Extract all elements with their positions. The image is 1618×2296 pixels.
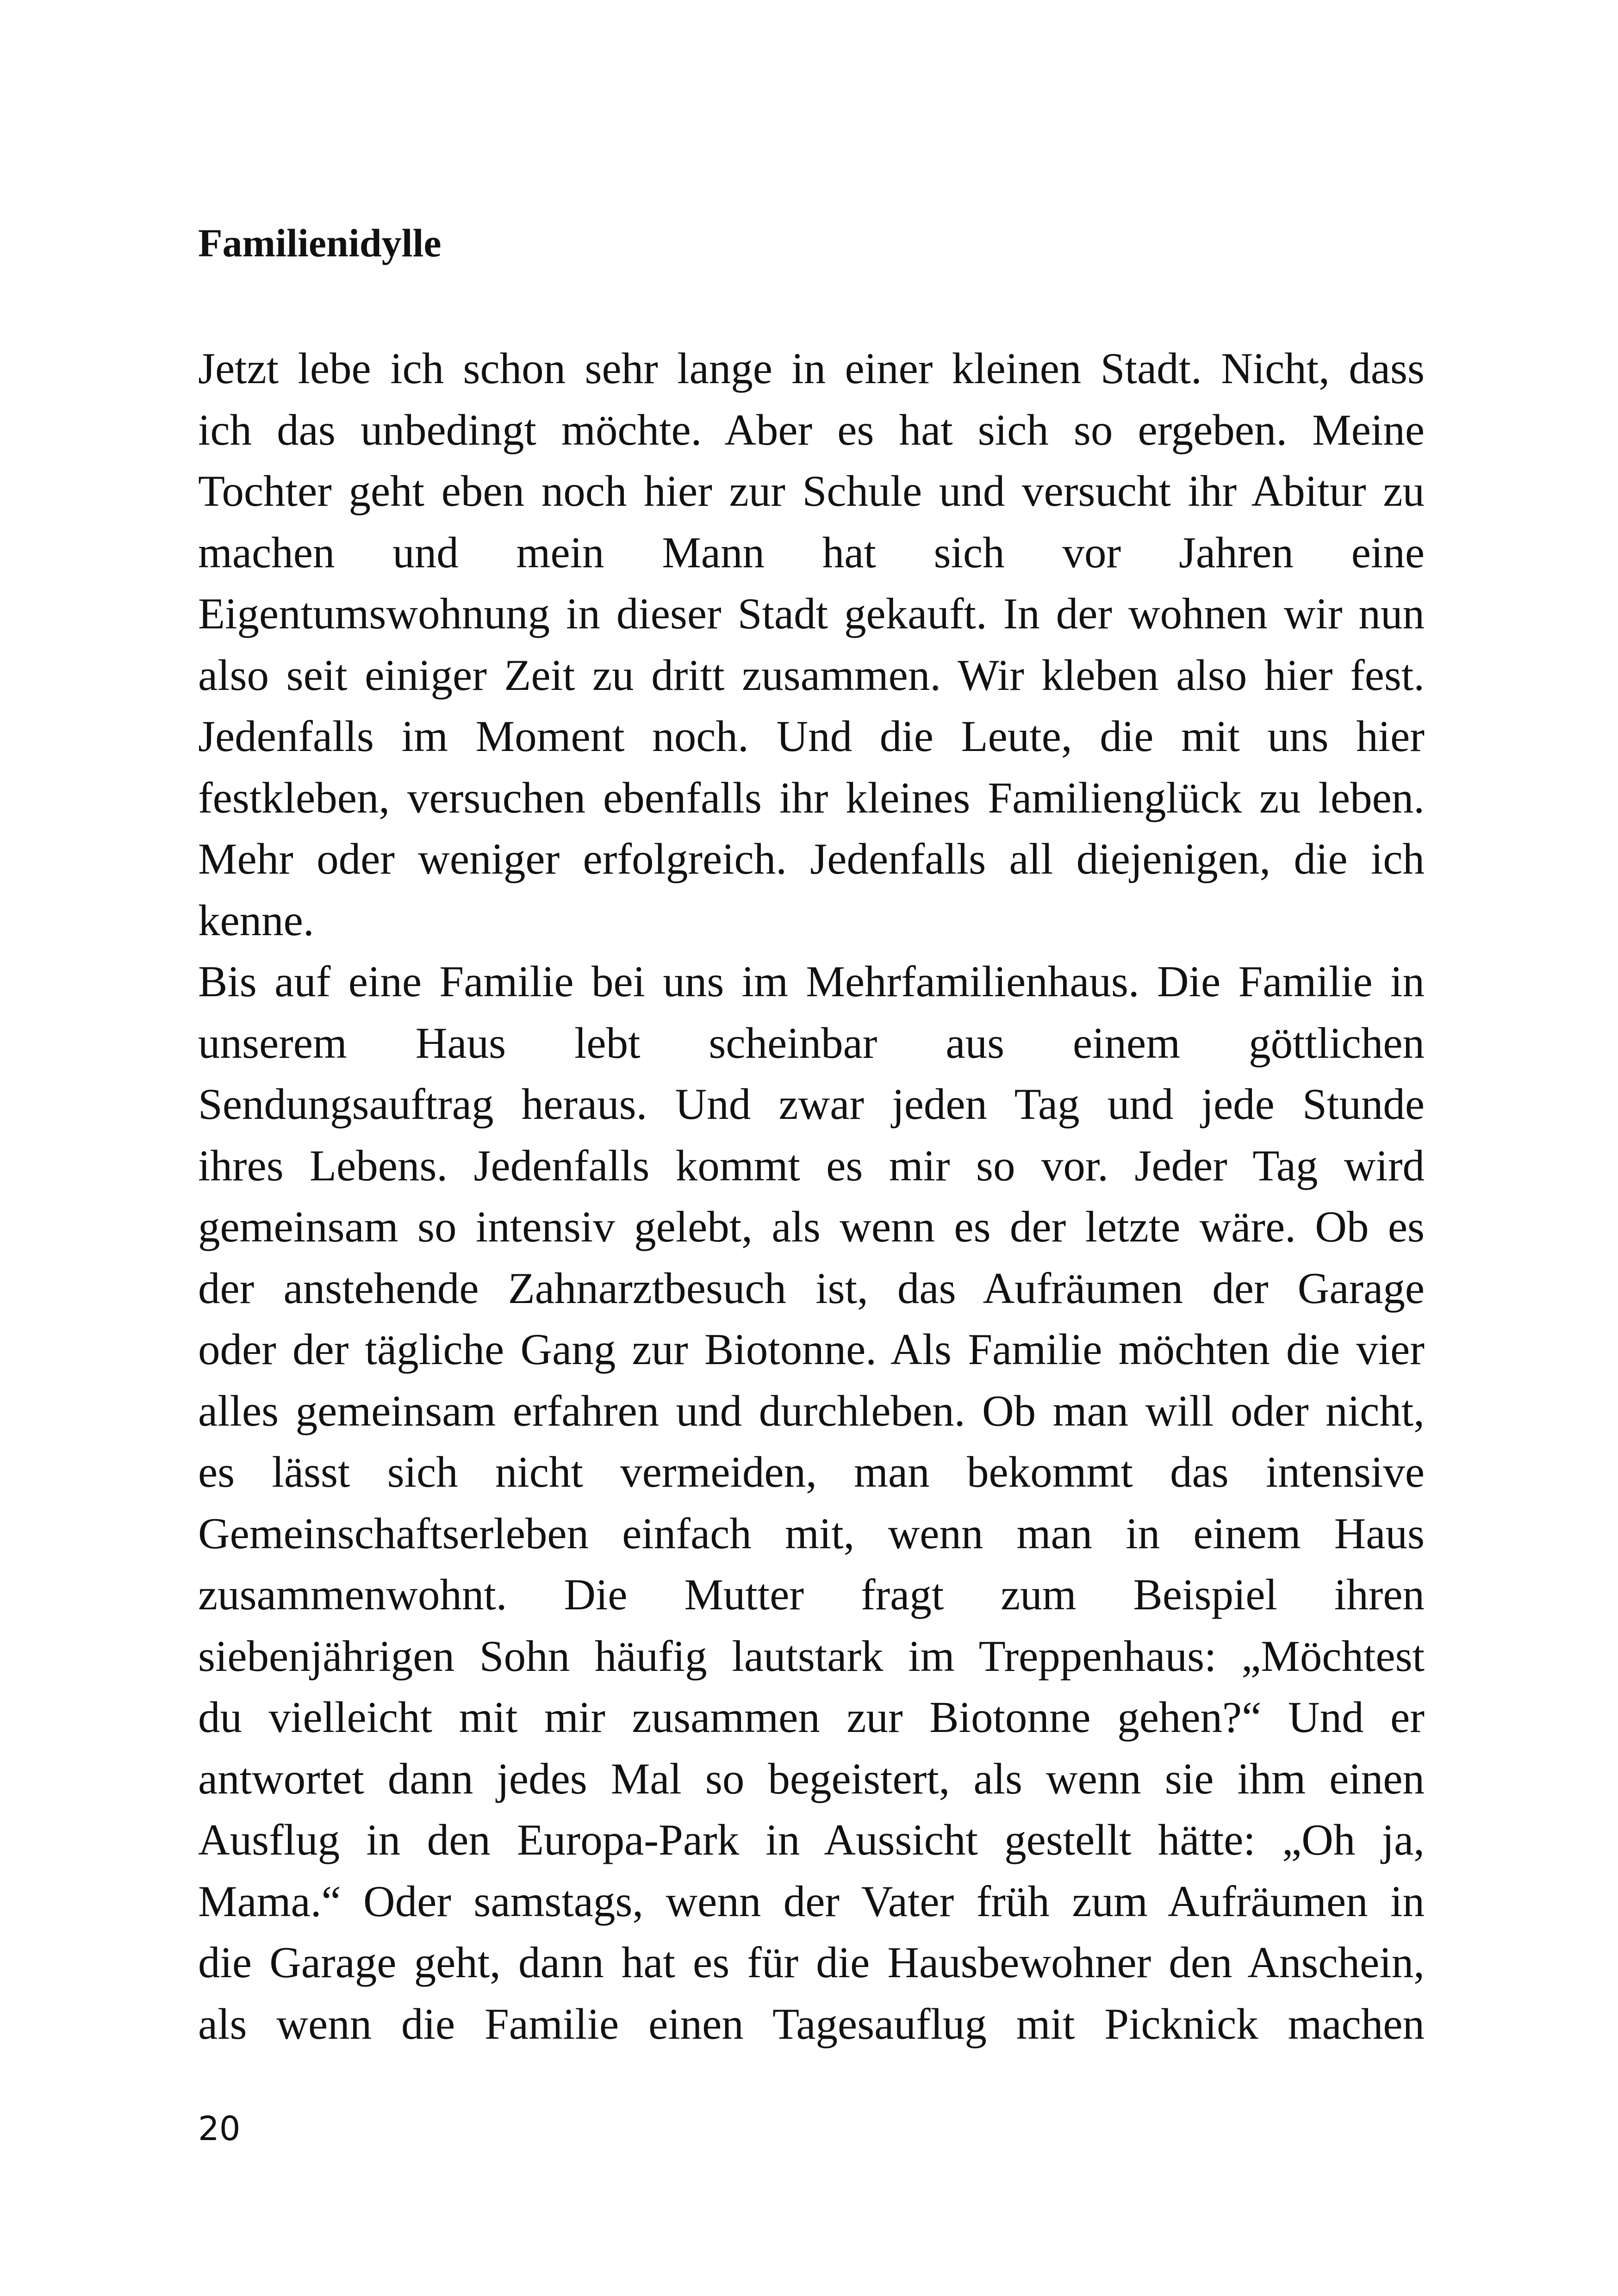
text-line: Gemeinschaftserleben einfach mit, wenn man in einem Haus <box>198 1508 1425 1558</box>
text-line: Jetzt lebe ich schon sehr lange in einer kleinen Stadt. Nicht, dass <box>198 344 1425 393</box>
chapter-title: Familienidylle <box>198 221 442 265</box>
text-line: unserem Haus lebt scheinbar aus einem göttlichen <box>198 1018 1425 1067</box>
text-line: ich das unbedingt möchte. Aber es hat sich so ergeben. Meine <box>198 405 1425 454</box>
text-line: Bis auf eine Familie bei uns im Mehrfamilienhaus. Die Familie in <box>198 957 1425 1006</box>
text-line: Mehr oder weniger erfolgreich. Jedenfalls all diejenigen, die ich <box>198 834 1425 883</box>
text-line: Eigentumswohnung in dieser Stadt gekauft. In der wohnen wir nun <box>198 589 1425 638</box>
text-line: oder der tägliche Gang zur Biotonne. Als Familie möchten die vier <box>198 1325 1425 1374</box>
text-line: Ausflug in den Europa-Park in Aussicht gestellt hätte: „Oh ja, <box>198 1815 1425 1864</box>
text-line: zusammenwohnt. Die Mutter fragt zum Beispiel ihren <box>198 1570 1425 1619</box>
text-line: Jedenfalls im Moment noch. Und die Leute, die mit uns hier <box>198 712 1425 761</box>
text-line: der anstehende Zahnarztbesuch ist, das Aufräumen der Garage <box>198 1263 1425 1313</box>
text-line: machen und mein Mann hat sich vor Jahren eine <box>198 527 1425 577</box>
text-line: die Garage geht, dann hat es für die Hausbewohner den Anschein, <box>198 1938 1425 1987</box>
text-line: Tochter geht eben noch hier zur Schule und versucht ihr Abitur zu <box>198 466 1425 515</box>
text-line: du vielleicht mit mir zusammen zur Biotonne gehen?“ Und er <box>198 1693 1425 1742</box>
text-line: siebenjährigen Sohn häufig lautstark im Treppenhaus: „Möchtest <box>198 1631 1425 1681</box>
page-number: 20 <box>198 2109 241 2148</box>
text-line: Mama.“ Oder samstags, wenn der Vater früh zum Aufräumen in <box>198 1876 1425 1926</box>
body-text <box>198 338 1425 2054</box>
text-line: Sendungsauftrag heraus. Und zwar jeden Tag und jede Stunde <box>198 1080 1425 1129</box>
text-line: ihres Lebens. Jedenfalls kommt es mir so vor. Jeder Tag wird <box>198 1141 1425 1190</box>
text-line: gemeinsam so intensiv gelebt, als wenn es der letzte wäre. Ob es <box>198 1202 1425 1251</box>
text-line: alles gemeinsam erfahren und durchleben. Ob man will oder nicht, <box>198 1386 1425 1435</box>
text-line: als wenn die Familie einen Tagesauflug mit Picknick machen <box>198 1999 1425 2048</box>
text-line: also seit einiger Zeit zu dritt zusammen. Wir kleben also hier fest. <box>198 650 1425 700</box>
text-line: es lässt sich nicht vermeiden, man bekommt das intensive <box>198 1447 1425 1496</box>
text-line: antwortet dann jedes Mal so begeistert, als wenn sie ihm einen <box>198 1754 1425 1803</box>
text-line: kenne. <box>198 895 314 945</box>
text-line: festkleben, versuchen ebenfalls ihr kleines Familienglück zu leben. <box>198 773 1425 822</box>
